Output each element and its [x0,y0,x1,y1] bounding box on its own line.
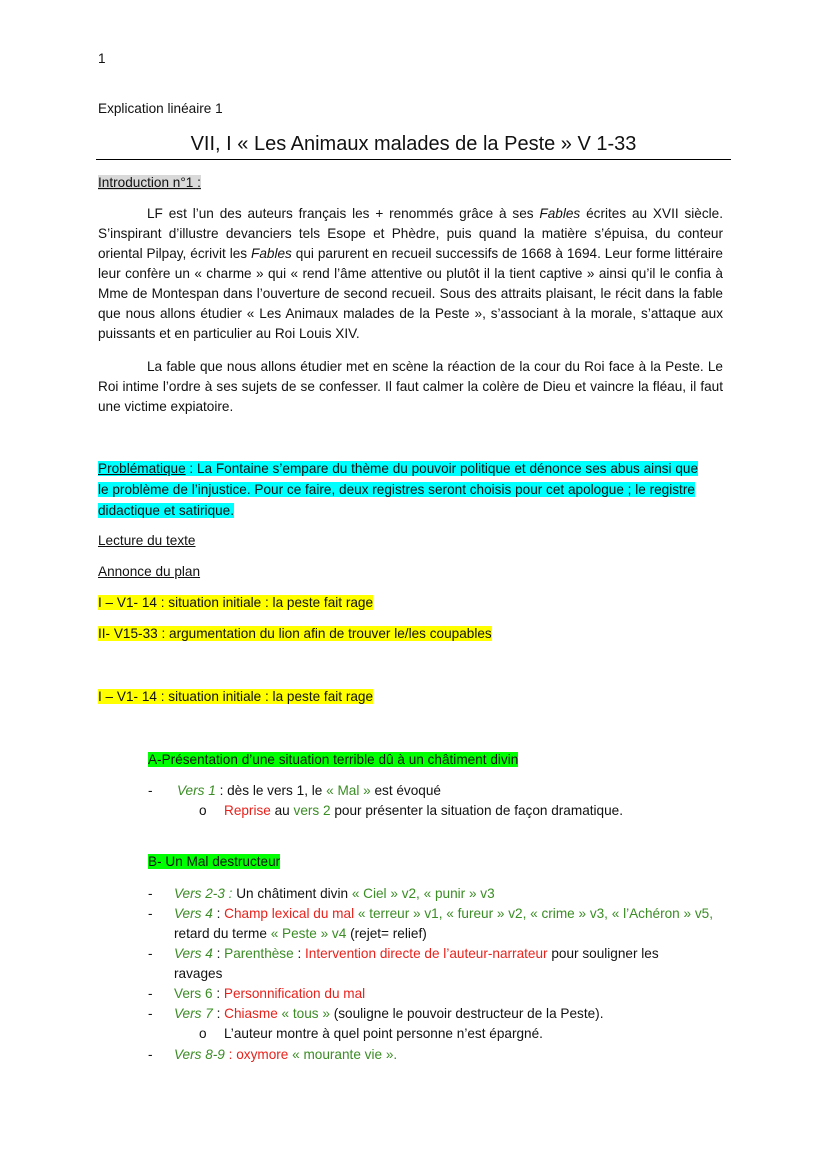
vers-ref: Vers 6 [174,986,213,1001]
section-b-bullet-4 [174,984,365,1004]
intro-p1-fables-2: Fables [251,246,292,261]
text: : [224,1047,237,1062]
vers-ref: Vers 1 [177,783,216,798]
section-b-bullet-6 [174,1045,397,1065]
figure-label: Personnification du mal [223,986,366,1001]
text: : [212,946,225,961]
quote: « mourante vie ». [288,1047,398,1062]
intro-paragraph-2: La fable que nous allons étudier met en scène la réaction de la cour du Roi face à la Peste. Le Roi intime l’ordre à ses sujets de se confesser. Il faut calmer la colère de Dieu et vaincre la fléau, il faut une victime expiatoire. [98,359,723,414]
quote: « terreur » v1, « fureur » v2, « crime » v3, « l’Achéron » v5, [354,906,713,921]
figure-label: Reprise [224,803,271,818]
section-a-subbullet-1 [224,801,623,821]
section-b-bullet-1 [174,884,495,904]
problematique-line-2: le problème de l’injustice. Pour ce faire, deux registres seront choisis pour cet apologue ; le registre [98,482,695,497]
bullet-circle: o [199,803,207,818]
bullet-dash: - [148,906,153,921]
page-number: 1 [98,51,106,66]
figure-label: Champ lexical du mal [224,906,355,921]
bullet-dash: - [148,1006,153,1021]
vers-ref: Vers 8-9 [174,1047,225,1062]
bullet-dash: - [148,783,153,798]
plan-item-1-text: I – V1- 14 : situation initiale : la peste fait rage [98,595,374,610]
text: Un châtiment divin [232,886,352,901]
text: est évoqué [370,783,441,798]
text: : dès le vers 1, le [215,783,327,798]
intro-p1-c: écrites au XVII siècle. S’inspirant d’illustre devanciers tels Esope et Phèdre, puis quand la matière s’épuisa, du conteur oriental Pilpay, écrivit les [98,206,723,261]
bullet-dash: - [148,886,153,901]
lecture-heading: Lecture du texte [98,533,196,548]
figure-label: oxymore [236,1047,289,1062]
part-1-heading [98,687,373,707]
problematique-line-1: : La Fontaine s’empare du thème du pouvoir politique et dénonce ses abus ainsi que [185,461,699,476]
section-b-bullet-2 [174,904,713,924]
text: pour présenter la situation de façon dramatique. [330,803,624,818]
text: (rejet= relief) [346,926,427,941]
bullet-dash: - [148,946,153,961]
quote: « Mal » [326,783,371,798]
section-b-bullet-5 [174,1004,603,1024]
annonce-heading: Annonce du plan [98,564,201,579]
vers-ref: Vers 4 [174,946,213,961]
text: : [212,986,224,1001]
text: pour souligner les [547,946,659,961]
section-b-subbullet-5: L’auteur montre à quel point personne n’est épargné. [224,1026,543,1041]
document-label: Explication linéaire 1 [98,101,223,116]
section-b-heading-text: B- Un Mal destructeur [148,854,281,869]
quote: « Ciel » v2, « punir » v3 [351,886,495,901]
vers-ref: Vers 4 [174,906,213,921]
page-title: VII, I « Les Animaux malades de la Peste » V 1-33 [96,131,731,160]
text: : [293,946,306,961]
vers-ref: Vers 2-3 : [174,886,233,901]
section-b-bullet-3-cont: ravages [174,966,223,981]
plan-item-1 [98,593,373,613]
vers-ref: vers 2 [293,803,331,818]
plan-item-2-text: II- V15-33 : argumentation du lion afin de trouver le/les coupables [98,626,492,641]
text: : [212,1006,225,1021]
section-a-heading-text: A-Présentation d’une situation terrible dû à un châtiment divin [148,752,519,767]
section-a-bullet-1 [177,781,441,801]
intro-heading [98,173,201,193]
section-b-bullet-3 [174,944,659,964]
intro-paragraph-1 [98,204,723,344]
quote: « Peste » v4 [270,926,347,941]
intro-p1-fables-1: Fables [539,206,581,221]
part-1-heading-text: I – V1- 14 : situation initiale : la peste fait rage [98,689,374,704]
figure-label: Chiasme [224,1006,278,1021]
plan-item-2 [98,624,492,644]
figure-label: Parenthèse [224,946,294,961]
problematique-label: Problématique [98,461,186,476]
problematique [98,459,698,521]
vers-ref: Vers 7 [174,1006,213,1021]
text: retard du terme [174,926,271,941]
bullet-dash: - [148,1047,153,1062]
bullet-dash: - [148,986,153,1001]
text: : [212,906,225,921]
section-a-heading [148,750,518,770]
intro-p1-e: qui parurent en recueil successifs de 1668 à 1694. Leur forme littéraire leur confère un « charme » qui « rend l’âme attentive ou plutôt il la tient captive » ainsi qu’il le confia à Mme de Montespan dans l’ouverture de second recueil. Sous des attraits plaisant, le récit dans la fable que nous allons étudier « Les Animaux malades de la Peste », s’associant à la morale, s’attaque aux puissants et en particulier au Roi Louis XIV. [98,246,723,341]
text: (souligne le pouvoir destructeur de la Peste). [329,1006,604,1021]
intro-heading-text: Introduction n°1 : [98,175,201,190]
text: au [270,803,294,818]
problematique-line-3: didactique et satirique. [98,503,235,518]
bullet-circle: o [199,1026,207,1041]
quote: « tous » [277,1006,330,1021]
intro-p1-a: LF est l’un des auteurs français les + renommés grâce à ses [147,206,540,221]
section-b-bullet-2-cont [174,924,427,944]
figure-label: Intervention directe de l’auteur-narrateur [305,946,548,961]
section-b-heading [148,852,280,872]
